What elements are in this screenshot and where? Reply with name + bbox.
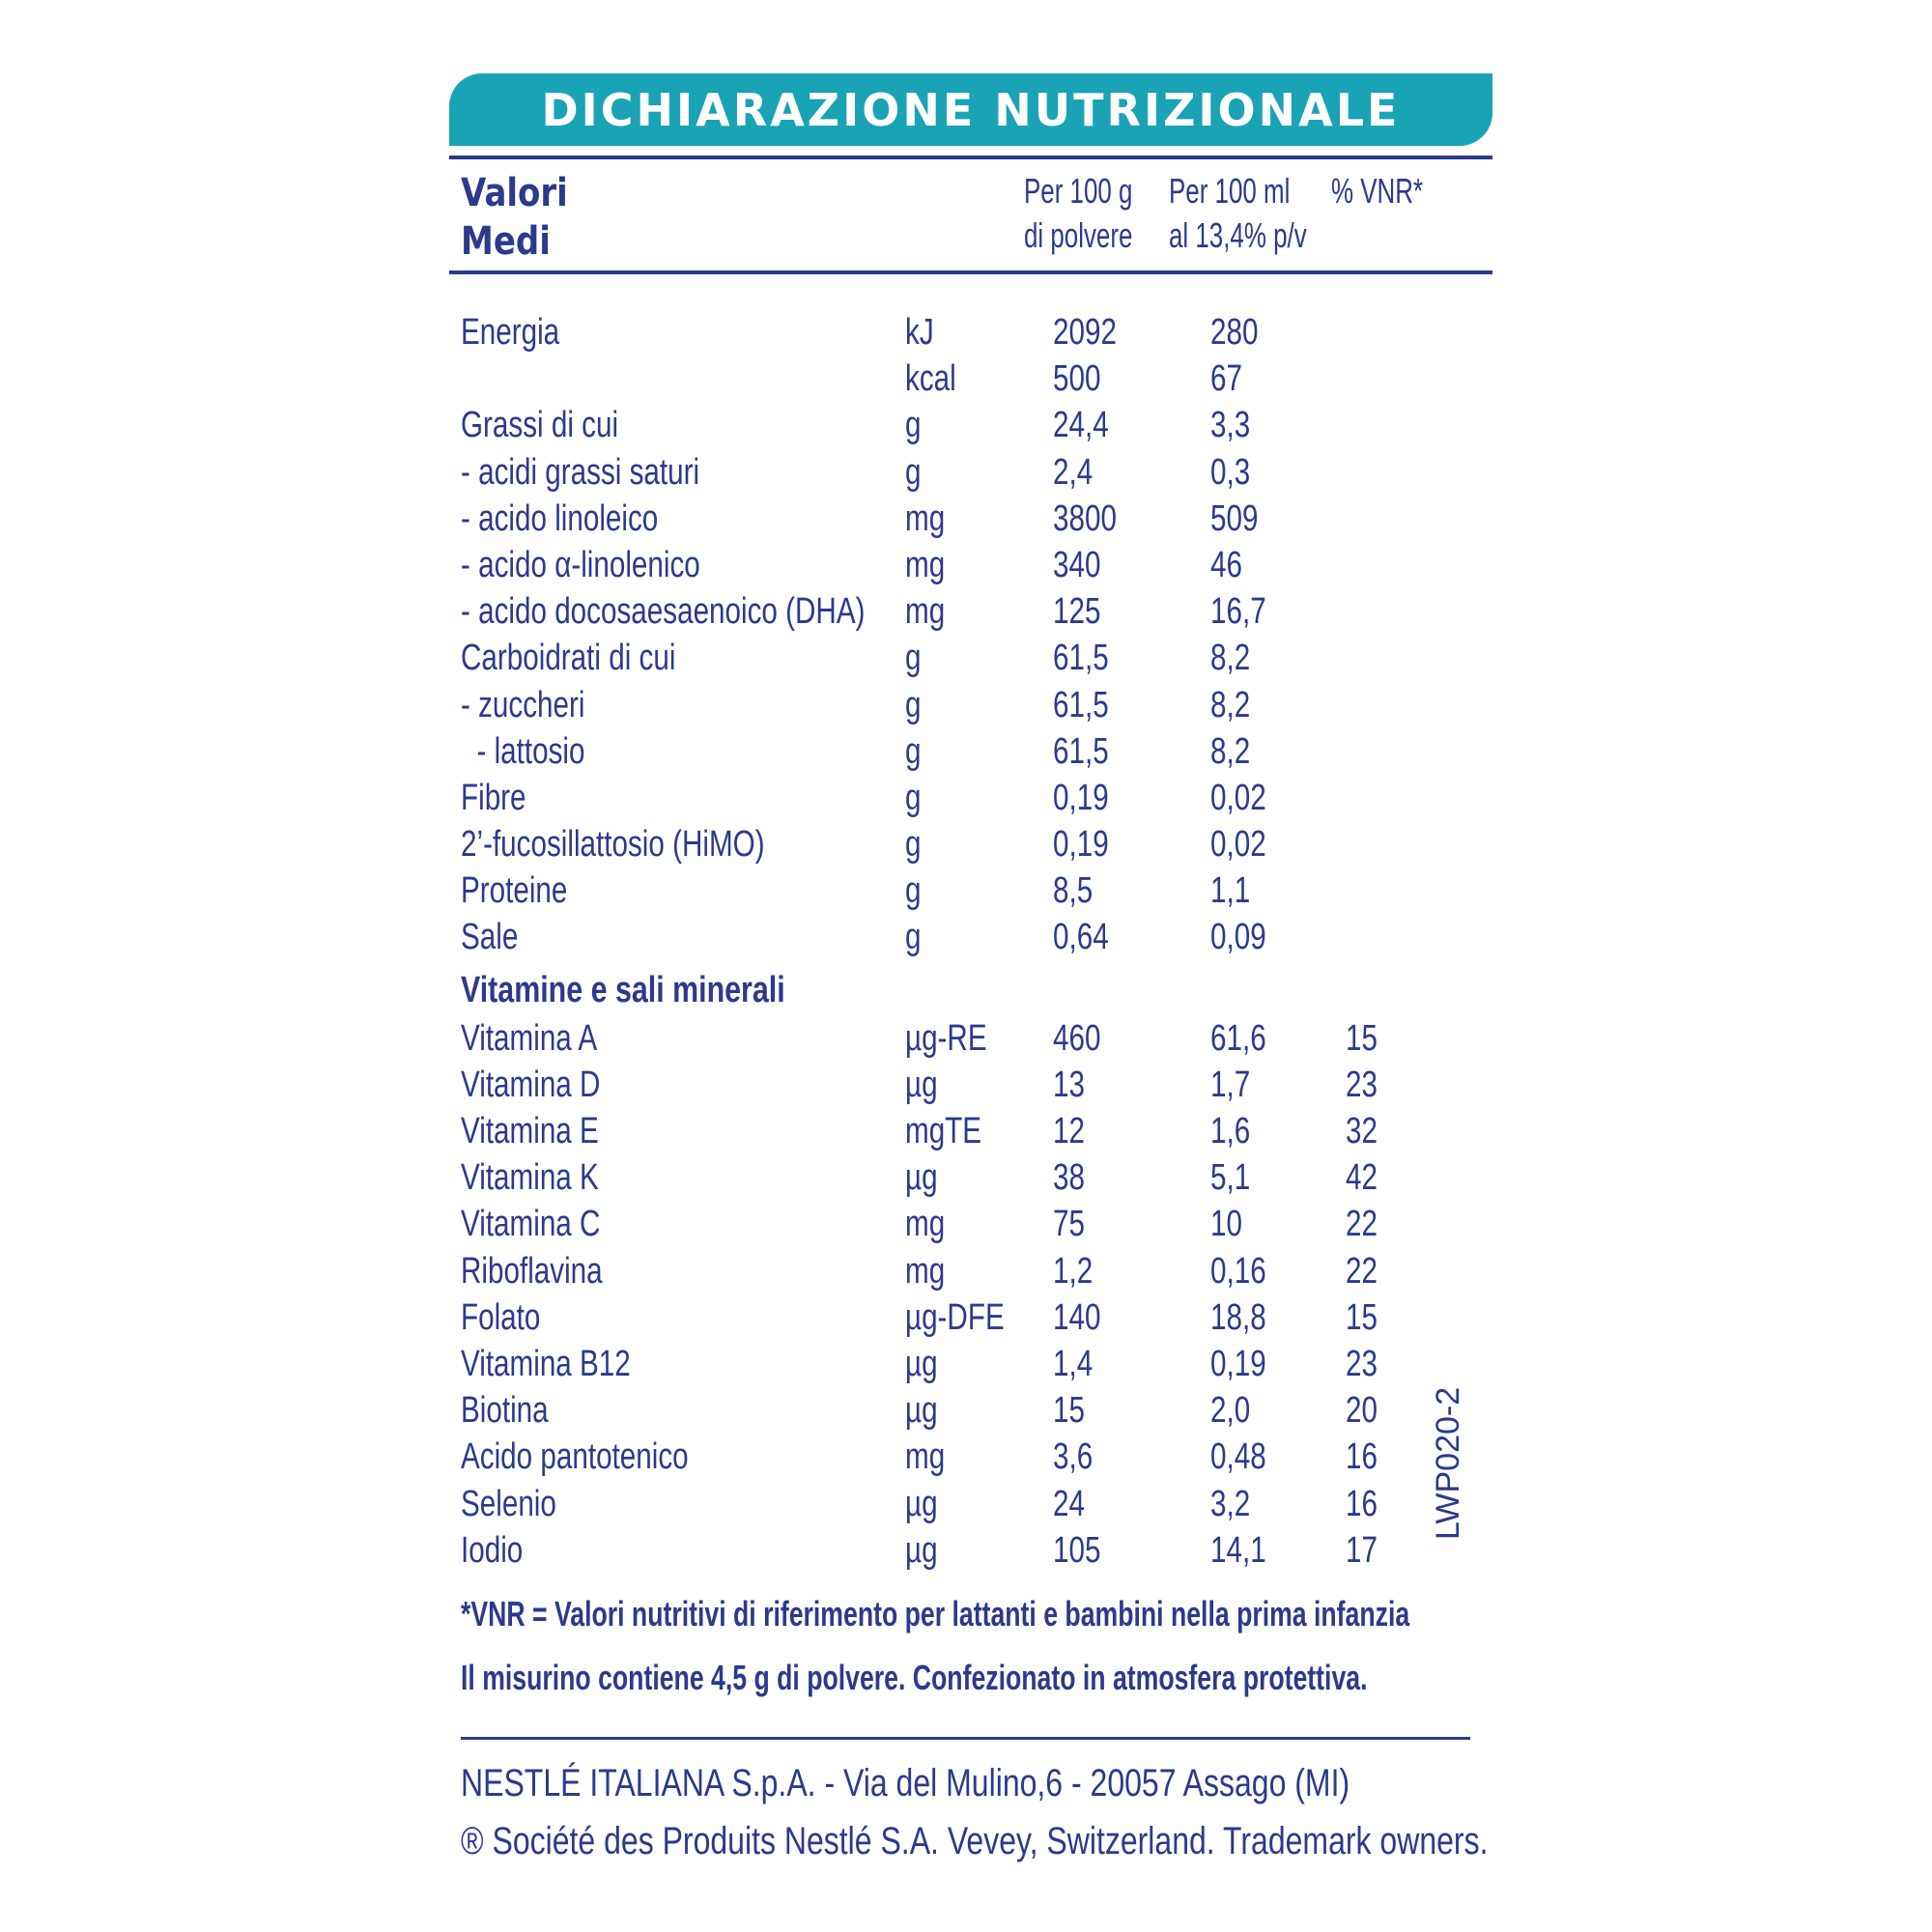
value-per-100g: 61,5 bbox=[1053, 684, 1109, 725]
value-per-100g: 61,5 bbox=[1053, 730, 1109, 772]
value-per-100g: 15 bbox=[1053, 1390, 1085, 1432]
value-per-100g: 1,2 bbox=[1053, 1250, 1094, 1292]
nutrient-name: Vitamina K bbox=[461, 1157, 599, 1199]
unit: mg bbox=[905, 591, 946, 633]
nutrient-name: Sale bbox=[461, 917, 519, 958]
table-row bbox=[449, 1341, 1492, 1387]
value-per-100ml: 46 bbox=[1210, 544, 1242, 585]
value-per-100ml: 0,09 bbox=[1210, 917, 1266, 958]
nutrient-name: Vitamina C bbox=[461, 1204, 601, 1245]
value-per-100g: 3,6 bbox=[1053, 1436, 1094, 1478]
table-row bbox=[449, 1527, 1492, 1574]
value-per-100g: 140 bbox=[1053, 1296, 1101, 1338]
unit: µg bbox=[905, 1483, 938, 1524]
nutrient-name: Carboidrati di cui bbox=[461, 638, 676, 679]
nutrient-name: - acido linoleico bbox=[461, 497, 659, 539]
value-per-100ml: 280 bbox=[1210, 312, 1259, 353]
nutrient-name: Iodio bbox=[461, 1529, 524, 1571]
value-per-100ml: 3,3 bbox=[1210, 405, 1251, 446]
value-per-100ml: 61,6 bbox=[1210, 1017, 1266, 1059]
table-row bbox=[449, 635, 1492, 681]
value-per-100g: 2092 bbox=[1053, 312, 1117, 353]
unit: g bbox=[905, 638, 922, 679]
table-row bbox=[449, 402, 1492, 448]
value-per-100ml: 1,6 bbox=[1210, 1111, 1251, 1151]
unit: kcal bbox=[905, 358, 956, 400]
unit: g bbox=[905, 451, 922, 493]
value-vnr: 16 bbox=[1346, 1436, 1378, 1478]
table-row bbox=[449, 821, 1492, 867]
value-per-100g: 75 bbox=[1053, 1204, 1085, 1245]
table-row bbox=[449, 1108, 1492, 1154]
column-header-per-100ml: Per 100 ml al 13,4% p/v bbox=[1169, 171, 1307, 255]
value-per-100ml: 1,1 bbox=[1210, 870, 1251, 912]
unit: mg bbox=[905, 1204, 946, 1245]
value-per-100ml: 0,48 bbox=[1210, 1436, 1266, 1478]
nutrient-name: - acidi grassi saturi bbox=[461, 451, 700, 493]
unit: g bbox=[905, 824, 922, 866]
unit: mg bbox=[905, 544, 946, 585]
unit: µg bbox=[905, 1343, 938, 1384]
table-row bbox=[449, 867, 1492, 914]
value-per-100ml: 16,7 bbox=[1210, 591, 1266, 633]
value-per-100ml: 509 bbox=[1210, 497, 1259, 539]
value-vnr: 20 bbox=[1346, 1390, 1378, 1432]
nutrient-name: Vitamina A bbox=[461, 1017, 598, 1059]
nutrient-name: Energia bbox=[461, 312, 560, 353]
unit: g bbox=[905, 917, 922, 958]
table-row bbox=[449, 1387, 1492, 1434]
value-per-100ml: 1,7 bbox=[1210, 1064, 1251, 1105]
table-row bbox=[449, 1201, 1492, 1247]
table-row bbox=[449, 542, 1492, 588]
nutrient-name: Vitamina B12 bbox=[461, 1343, 631, 1384]
nutrient-name: - zuccheri bbox=[461, 684, 585, 725]
value-per-100g: 0,19 bbox=[1053, 777, 1109, 818]
unit: g bbox=[905, 684, 922, 725]
product-code: LWP020-2 bbox=[1430, 1386, 1466, 1540]
value-vnr: 16 bbox=[1346, 1483, 1378, 1524]
unit: mg bbox=[905, 497, 946, 539]
unit: mg bbox=[905, 1250, 946, 1292]
value-per-100g: 24,4 bbox=[1053, 405, 1109, 446]
nutrient-name: - acido docosaesaenoico (DHA) bbox=[461, 591, 866, 633]
values-label: Valori Medi bbox=[461, 171, 568, 264]
value-vnr: 15 bbox=[1346, 1017, 1378, 1059]
table-row bbox=[449, 449, 1492, 496]
table-row bbox=[449, 588, 1492, 635]
value-per-100ml: 67 bbox=[1210, 358, 1242, 400]
value-per-100g: 8,5 bbox=[1053, 870, 1094, 912]
panel-title: DICHIARAZIONE NUTRIZIONALE bbox=[541, 83, 1401, 136]
value-per-100ml: 14,1 bbox=[1210, 1529, 1266, 1571]
table-row bbox=[449, 1434, 1492, 1480]
header-bottom-rule bbox=[449, 270, 1492, 274]
value-vnr: 22 bbox=[1346, 1250, 1378, 1292]
value-per-100g: 0,64 bbox=[1053, 917, 1109, 958]
unit: µg bbox=[905, 1157, 938, 1199]
nutrient-name: Vitamina D bbox=[461, 1064, 601, 1105]
unit: g bbox=[905, 405, 922, 446]
value-per-100ml: 2,0 bbox=[1210, 1390, 1251, 1432]
value-per-100ml: 3,2 bbox=[1210, 1483, 1251, 1524]
value-vnr: 42 bbox=[1346, 1157, 1378, 1199]
value-vnr: 23 bbox=[1346, 1343, 1378, 1384]
unit: µg-DFE bbox=[905, 1296, 1005, 1338]
value-per-100ml: 18,8 bbox=[1210, 1296, 1266, 1338]
nutrient-name: Acido pantotenico bbox=[461, 1436, 689, 1478]
unit: g bbox=[905, 777, 922, 818]
scoop-note: Il misurino contiene 4,5 g di polvere. Confezionato in atmosfera protettiva. bbox=[461, 1658, 1368, 1697]
value-vnr: 22 bbox=[1346, 1204, 1378, 1245]
unit: mg bbox=[905, 1436, 946, 1478]
value-vnr: 32 bbox=[1346, 1111, 1378, 1151]
value-vnr: 15 bbox=[1346, 1296, 1378, 1338]
nutrient-table bbox=[449, 309, 1492, 1574]
nutrient-name: Proteine bbox=[461, 870, 568, 912]
table-row bbox=[449, 682, 1492, 728]
trademark-notice: ® Société des Produits Nestlé S.A. Vevey, Switzerland. Trademark owners. bbox=[461, 1820, 1489, 1862]
unit: µg bbox=[905, 1390, 938, 1432]
vnr-footnote: *VNR = Valori nutritivi di riferimento per lattanti e bambini nella prima infanzia bbox=[461, 1594, 1410, 1634]
manufacturer-address: NESTLÉ ITALIANA S.p.A. - Via del Mulino,6 - 20057 Assago (MI) bbox=[461, 1762, 1350, 1804]
table-row bbox=[449, 1481, 1492, 1527]
value-per-100g: 2,4 bbox=[1053, 451, 1094, 493]
nutrient-name: Vitamina E bbox=[461, 1111, 599, 1151]
section-heading-vitamins bbox=[449, 961, 1492, 1015]
value-per-100ml: 8,2 bbox=[1210, 684, 1251, 725]
value-per-100ml: 0,02 bbox=[1210, 824, 1266, 866]
nutrient-name: - acido α-linolenico bbox=[461, 544, 700, 585]
unit: mgTE bbox=[905, 1111, 982, 1151]
value-vnr: 17 bbox=[1346, 1529, 1378, 1571]
value-per-100g: 0,19 bbox=[1053, 824, 1109, 866]
nutrient-name: Grassi di cui bbox=[461, 405, 619, 446]
table-row bbox=[449, 914, 1492, 960]
column-header-vnr: % VNR* bbox=[1331, 171, 1424, 211]
table-row bbox=[449, 1154, 1492, 1201]
value-per-100g: 38 bbox=[1053, 1157, 1085, 1199]
nutrient-name: - lattosio bbox=[461, 730, 585, 772]
value-per-100ml: 8,2 bbox=[1210, 638, 1251, 679]
unit: µg-RE bbox=[905, 1017, 987, 1059]
value-per-100ml: 0,02 bbox=[1210, 777, 1266, 818]
footer-rule bbox=[461, 1737, 1470, 1740]
table-row bbox=[449, 1294, 1492, 1341]
value-per-100ml: 10 bbox=[1210, 1204, 1242, 1245]
table-row bbox=[449, 1062, 1492, 1108]
nutrient-name: Fibre bbox=[461, 777, 526, 818]
nutrition-panel bbox=[449, 73, 1492, 1862]
table-row bbox=[449, 728, 1492, 775]
nutrient-name: 2’-fucosillattosio (HiMO) bbox=[461, 824, 765, 866]
value-per-100ml: 0,19 bbox=[1210, 1343, 1266, 1384]
table-row bbox=[449, 1248, 1492, 1294]
nutrient-name: Riboflavina bbox=[461, 1250, 603, 1292]
unit: µg bbox=[905, 1529, 938, 1571]
value-per-100g: 13 bbox=[1053, 1064, 1085, 1105]
table-row bbox=[449, 1015, 1492, 1062]
value-per-100ml: 8,2 bbox=[1210, 730, 1251, 772]
value-vnr: 23 bbox=[1346, 1064, 1378, 1105]
table-header bbox=[449, 159, 1492, 270]
table-row bbox=[449, 496, 1492, 542]
unit: µg bbox=[905, 1064, 938, 1105]
value-per-100ml: 5,1 bbox=[1210, 1157, 1251, 1199]
value-per-100ml: 0,3 bbox=[1210, 451, 1251, 493]
value-per-100g: 3800 bbox=[1053, 497, 1117, 539]
nutrient-name: Biotina bbox=[461, 1390, 549, 1432]
unit: g bbox=[905, 870, 922, 912]
nutrient-name: Folato bbox=[461, 1296, 541, 1338]
table-row bbox=[449, 309, 1492, 355]
value-per-100g: 460 bbox=[1053, 1017, 1101, 1059]
value-per-100g: 24 bbox=[1053, 1483, 1085, 1524]
column-header-per-100g: Per 100 g di polvere bbox=[1024, 171, 1133, 255]
value-per-100g: 500 bbox=[1053, 358, 1101, 400]
value-per-100g: 1,4 bbox=[1053, 1343, 1094, 1384]
value-per-100g: 340 bbox=[1053, 544, 1101, 585]
value-per-100g: 105 bbox=[1053, 1529, 1101, 1571]
section-heading-text: Vitamine e sali minerali bbox=[461, 969, 785, 1010]
value-per-100g: 61,5 bbox=[1053, 638, 1109, 679]
table-row bbox=[449, 355, 1492, 402]
table-row bbox=[449, 775, 1492, 821]
title-banner bbox=[449, 73, 1492, 146]
value-per-100ml: 0,16 bbox=[1210, 1250, 1266, 1292]
value-per-100g: 125 bbox=[1053, 591, 1101, 633]
nutrient-name: Selenio bbox=[461, 1483, 556, 1524]
unit: kJ bbox=[905, 312, 934, 353]
value-per-100g: 12 bbox=[1053, 1111, 1085, 1151]
unit: g bbox=[905, 730, 922, 772]
